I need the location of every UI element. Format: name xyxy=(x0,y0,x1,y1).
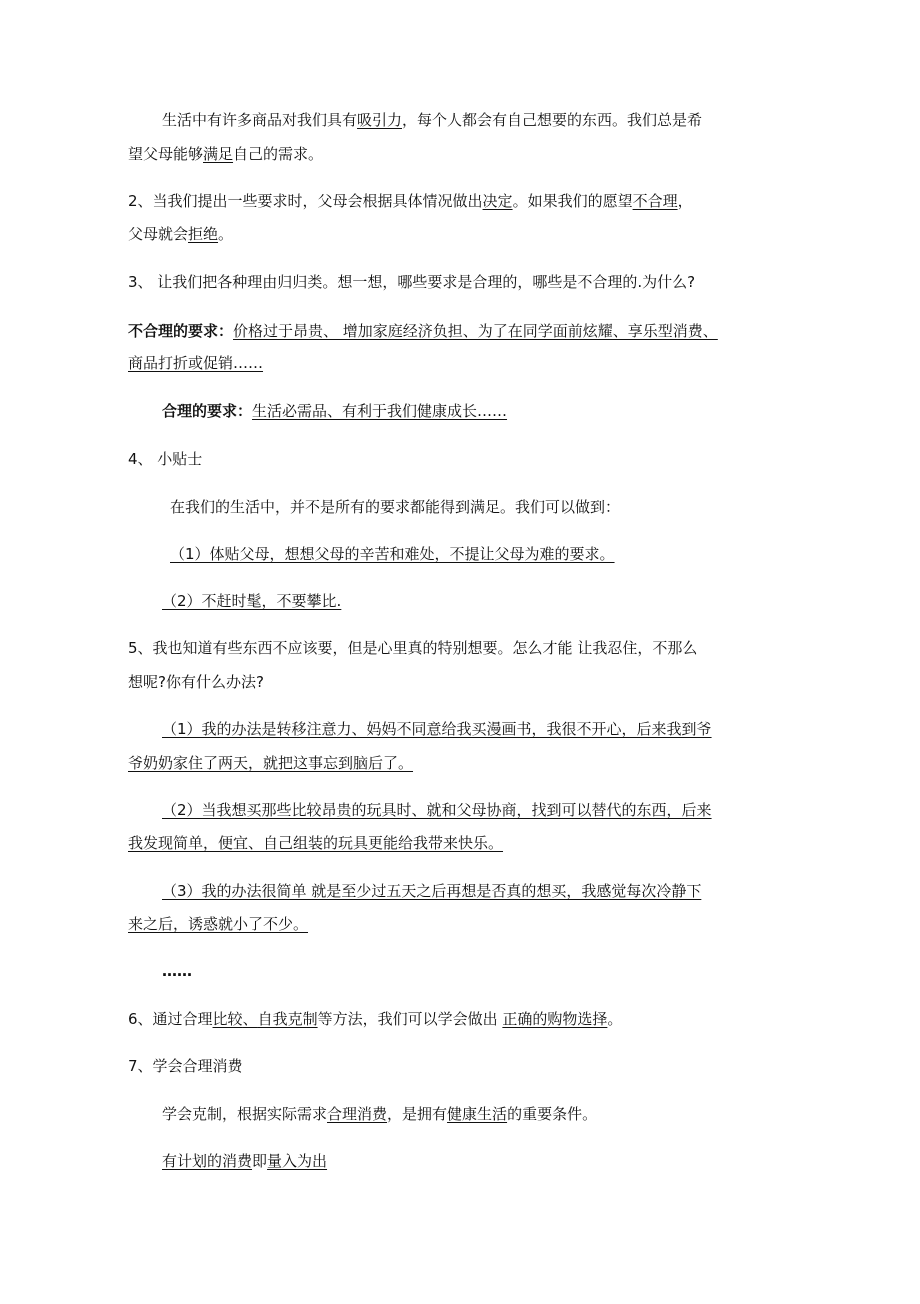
underlined-term: 有计划的消费 xyxy=(162,1152,253,1170)
method-1-line2: 爷奶奶家住了两天，就把这事忘到脑后了。 xyxy=(128,754,414,772)
unreasonable-requests-line1: 不合理的要求：价格过于昂贵、 增加家庭经济负担、为了在同学面前炫耀、享乐型消费、 xyxy=(128,322,718,340)
section-7-line2: 有计划的消费即量入为出 xyxy=(162,1152,328,1170)
ellipsis: …… xyxy=(162,962,192,980)
tip-item-1: （1）体贴父母，想想父母的辛苦和难处，不提让父母为难的要求。 xyxy=(170,545,615,563)
underlined-term: 正确的购物选择 xyxy=(502,1010,608,1028)
unreasonable-requests-line2: 商品打折或促销…… xyxy=(128,354,264,372)
underlined-term: 自我克制 xyxy=(257,1010,318,1028)
para-2-line2: 父母就会拒绝。 xyxy=(128,225,234,243)
underlined-term: 满足 xyxy=(203,145,234,163)
para-attraction-line1: 生活中有许多商品对我们具有吸引力，每个人都会有自己想要的东西。我们总是希 xyxy=(162,111,703,129)
underlined-term: 拒绝 xyxy=(188,225,219,243)
underlined-term: 合理消费 xyxy=(327,1105,388,1123)
tip-item-2: （2）不赶时髦，不要攀比. xyxy=(162,592,342,610)
underlined-term: 健康生活 xyxy=(447,1105,508,1123)
reasonable-label: 合理的要求： xyxy=(162,402,253,420)
method-2-line1: （2）当我想买那些比较昂贵的玩具时、就和父母协商，找到可以替代的东西，后来 xyxy=(162,801,712,819)
section-7-title: 7、学会合理消费 xyxy=(128,1057,243,1075)
tips-title: 4、 小贴士 xyxy=(128,450,203,468)
unreasonable-label: 不合理的要求： xyxy=(128,322,234,340)
underlined-term: 吸引力 xyxy=(357,111,403,129)
section-7-line1: 学会克制，根据实际需求合理消费，是拥有健康生活的重要条件。 xyxy=(162,1105,598,1123)
reasonable-requests: 合理的要求：生活必需品、有利于我们健康成长…… xyxy=(162,402,508,420)
para-attraction-line2: 望父母能够满足自己的需求。 xyxy=(128,145,324,163)
method-1-line1: （1）我的办法是转移注意力、妈妈不同意给我买漫画书，我很不开心，后来我到爷 xyxy=(162,720,712,738)
underlined-term: 量入为出 xyxy=(267,1152,328,1170)
method-3-line2: 来之后，诱惑就小了不少。 xyxy=(128,915,309,933)
para-5-line1: 5、我也知道有些东西不应该要，但是心里真的特别想要。怎么才能 让我忍住，不那么 xyxy=(128,639,698,657)
method-2-line2: 我发现简单，便宜、自己组装的玩具更能给我带来快乐。 xyxy=(128,834,504,852)
para-2-line1: 2、当我们提出一些要求时，父母会根据具体情况做出决定。如果我们的愿望不合理， xyxy=(128,192,693,210)
para-5-line2: 想呢?你有什么办法? xyxy=(128,673,264,691)
para-3: 3、 让我们把各种理由归归类。想一想，哪些要求是合理的，哪些是不合理的.为什么? xyxy=(128,273,696,291)
para-6: 6、通过合理比较、自我克制等方法，我们可以学会做出 正确的购物选择。 xyxy=(128,1010,623,1028)
underlined-term: 不合理 xyxy=(632,192,678,210)
underlined-term: 决定 xyxy=(482,192,513,210)
underlined-term: 比较 xyxy=(212,1010,243,1028)
tips-intro: 在我们的生活中，并不是所有的要求都能得到满足。我们可以做到： xyxy=(170,498,621,516)
method-3-line1: （3）我的办法很简单 就是至少过五天之后再想是否真的想买，我感觉每次冷静下 xyxy=(162,882,702,900)
